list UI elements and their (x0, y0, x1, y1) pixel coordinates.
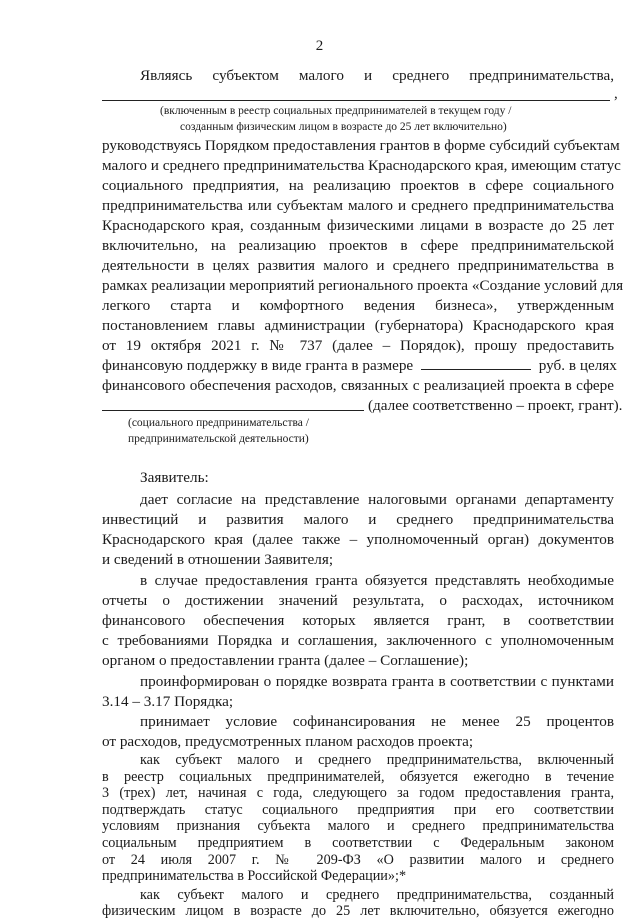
paragraph-line: руководствуясь Порядком предоставления грантов в форме субсидий субъектам (102, 137, 620, 154)
obligation-line: условиям признания субъекта малого и среднего предпринимательства (102, 818, 614, 835)
paragraph-line: предпринимательства или субъектам малого и среднего предпринимательства (102, 197, 614, 214)
subject-caption-2: созданным физическим лицом в возрасте до 25 лет включительно) (180, 121, 507, 133)
page-number: 2 (315, 38, 324, 54)
paragraph-line: социального предприятия, на реализацию проектов в сфере социального (102, 177, 614, 194)
grant-text-before: финансовую поддержку в виде гранта в размере (102, 357, 414, 374)
sphere-caption-1: (социального предпринимательства / (128, 417, 309, 429)
obligation-line: в случае предоставления гранта обязуется представлять необходимые (140, 572, 614, 589)
obligation-line: как субъект малого и среднего предпринимательства, включенный (140, 752, 614, 768)
paragraph-line: Краснодарского края, созданным физическими лицами в возрасте до 25 лет (102, 217, 614, 234)
obligation-line: с требованиями Порядка и соглашения, заключенного с уполномоченным (102, 632, 614, 649)
sphere-caption-2: предпринимательской деятельности) (128, 433, 309, 445)
paragraph-line: легкого старта и комфортного ведения бизнеса», утвержденным (102, 297, 614, 314)
obligation-line: проинформирован о порядке возврата гранта в соответствии с пунктами (140, 673, 614, 690)
obligation-line: инвестиций и развития малого и среднего предпринимательства (102, 511, 614, 528)
obligation-line: отчеты о достижении значений результата, о расходах, источником (102, 592, 614, 609)
obligation-line: органом о предоставлении гранта (далее – Соглашение); (102, 652, 469, 669)
obligation-line: социальным предприятием в соответствии с Федеральным законом (102, 835, 614, 851)
obligation-line: принимает условие софинансирования не менее 25 процентов (140, 713, 614, 730)
project-line-tail: (далее соответственно – проект, грант). (368, 397, 623, 414)
obligation-line: в реестр социальных предпринимателей, обязуется ежегодно в течение (102, 768, 614, 785)
obligation-line: финансового обеспечения которых является грант, в соответствии (102, 612, 614, 629)
paragraph-line: деятельности в целях развития малого и среднего предпринимательства в (102, 257, 614, 274)
obligation-line: Краснодарского края (далее также – уполномоченный орган) документов (102, 531, 614, 548)
project-sphere-blank (102, 410, 364, 411)
intro-line: Являясь субъектом малого и среднего предпринимательства, (140, 67, 614, 84)
obligation-line: от 24 июля 2007 г. № 209-ФЗ «О развитии малого и среднего (102, 851, 614, 868)
intro-comma: , (614, 86, 618, 102)
subject-caption-1: (включенным в реестр социальных предпринимателей в текущем году / (160, 105, 512, 117)
paragraph-line: включительно, на реализацию проектов в сфере предпринимательской (102, 237, 614, 254)
paragraph-line: постановлением главы администрации (губернатора) Краснодарского края (102, 317, 614, 334)
paragraph-line: от 19 октября 2021 г. № 737 (далее – Порядок), прошу предоставить (102, 337, 614, 354)
applicant-heading: Заявитель: (140, 469, 209, 486)
paragraph-line: малого и среднего предпринимательства Краснодарского края, имеющим статус (102, 157, 621, 174)
obligation-line: как субъект малого и среднего предпринимательства, созданный (140, 886, 614, 903)
paragraph-line: финансового обеспечения расходов, связанных с реализацией проекта в сфере (102, 377, 614, 394)
grant-amount-blank (421, 357, 531, 370)
obligation-line: дает согласие на представление налоговыми органами департаменту (140, 491, 614, 508)
obligation-line: и сведений в отношении Заявителя; (102, 551, 334, 568)
obligation-line: предпринимательства в Российской Федерации»;* (102, 868, 407, 885)
subject-type-blank (102, 100, 610, 101)
grant-text-after: руб. в целях (538, 357, 617, 374)
obligation-line: 3 (трех) лет, начиная с года, следующего за годом предоставления гранта, (102, 785, 614, 802)
obligation-line: от расходов, предусмотренных планом расходов проекта; (102, 733, 474, 750)
obligation-line: физическим лицом в возрасте до 25 лет включительно, обязуется ежегодно (102, 903, 614, 920)
grant-amount-line (102, 356, 617, 376)
paragraph-line: рамках реализации мероприятий регионального проекта «Создание условий для (102, 277, 624, 294)
obligation-line: 3.14 – 3.17 Порядка; (102, 693, 234, 710)
obligation-line: подтверждать статус социального предприятия при его соответствии (102, 801, 614, 818)
